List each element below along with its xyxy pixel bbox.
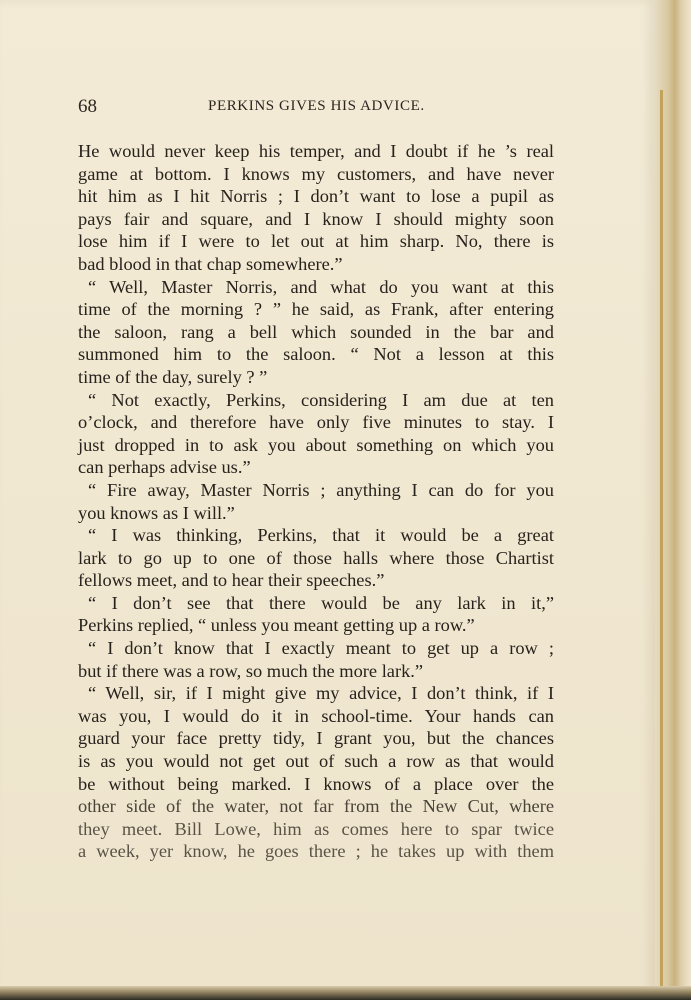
running-title: PERKINS GIVES HIS ADVICE. [208,98,425,114]
text-line: be without being marked. I knows of a place over the [78,773,554,794]
page-header [78,96,554,120]
text-line: guard your face pretty tidy, I grant you, but the chances [78,728,554,749]
text-line: time of the morning ? ” he said, as Frank, after entering [78,299,554,320]
text-line: pays fair and square, and I know I should mighty soon [78,208,554,229]
text-line: other side of the water, not far from the New Cut, where [78,796,554,817]
text-line: just dropped in to ask you about something on which you [78,434,554,455]
text-line: “ Well, sir, if I might give my advice, I don’t think, if I [88,683,554,704]
text-line: a week, yer know, he goes there ; he takes up with them [78,841,554,862]
text-line: He would never keep his temper, and I doubt if he ’s real [78,141,554,161]
text-line: “ Well, Master Norris, and what do you want at this [88,276,554,297]
page-number: 68 [78,96,97,117]
text-line: game at bottom. I knows my customers, and have never [78,163,554,184]
book-spine-edge [655,0,691,1000]
text-line: was you, I would do it in school-time. Your hands can [78,705,554,726]
text-line: time of the day, surely ? ” [78,366,268,387]
text-line: summoned him to the saloon. “ Not a lesson at this [78,344,554,365]
text-line: lose him if I were to let out at him sharp. No, there is [78,231,554,252]
body-text [78,140,554,863]
text-line: fellows meet, and to hear their speeches.” [78,570,385,591]
text-line: the saloon, rang a bell which sounded in the bar and [78,321,554,342]
spine-gilt-line [660,90,663,990]
text-line: “ Fire away, Master Norris ; anything I can do for you [88,479,554,500]
text-line: “ I was thinking, Perkins, that it would be a great [88,525,554,546]
text-line: can perhaps advise us.” [78,457,251,478]
text-line: “ I don’t know that I exactly meant to get up a row ; [88,638,554,659]
text-line: Perkins replied, “ unless you meant getting up a row.” [78,615,475,636]
text-line: bad blood in that chap somewhere.” [78,253,343,274]
text-line: is as you would not get out of such a row as that would [78,751,554,772]
text-line: hit him as I hit Norris ; I don’t want to lose a pupil as [78,186,554,207]
page-bottom-edge [0,986,691,1000]
text-line: o’clock, and therefore have only five minutes to stay. I [78,412,554,433]
text-line: lark to go up to one of those halls where those Chartist [78,547,554,568]
text-line: they meet. Bill Lowe, him as comes here to spar twice [78,818,554,839]
text-line: but if there was a row, so much the more lark.” [78,660,424,681]
text-line: “ I don’t see that there would be any lark in it,” [88,592,554,613]
text-line: “ Not exactly, Perkins, considering I am due at ten [88,389,554,410]
text-line: you knows as I will.” [78,502,235,523]
